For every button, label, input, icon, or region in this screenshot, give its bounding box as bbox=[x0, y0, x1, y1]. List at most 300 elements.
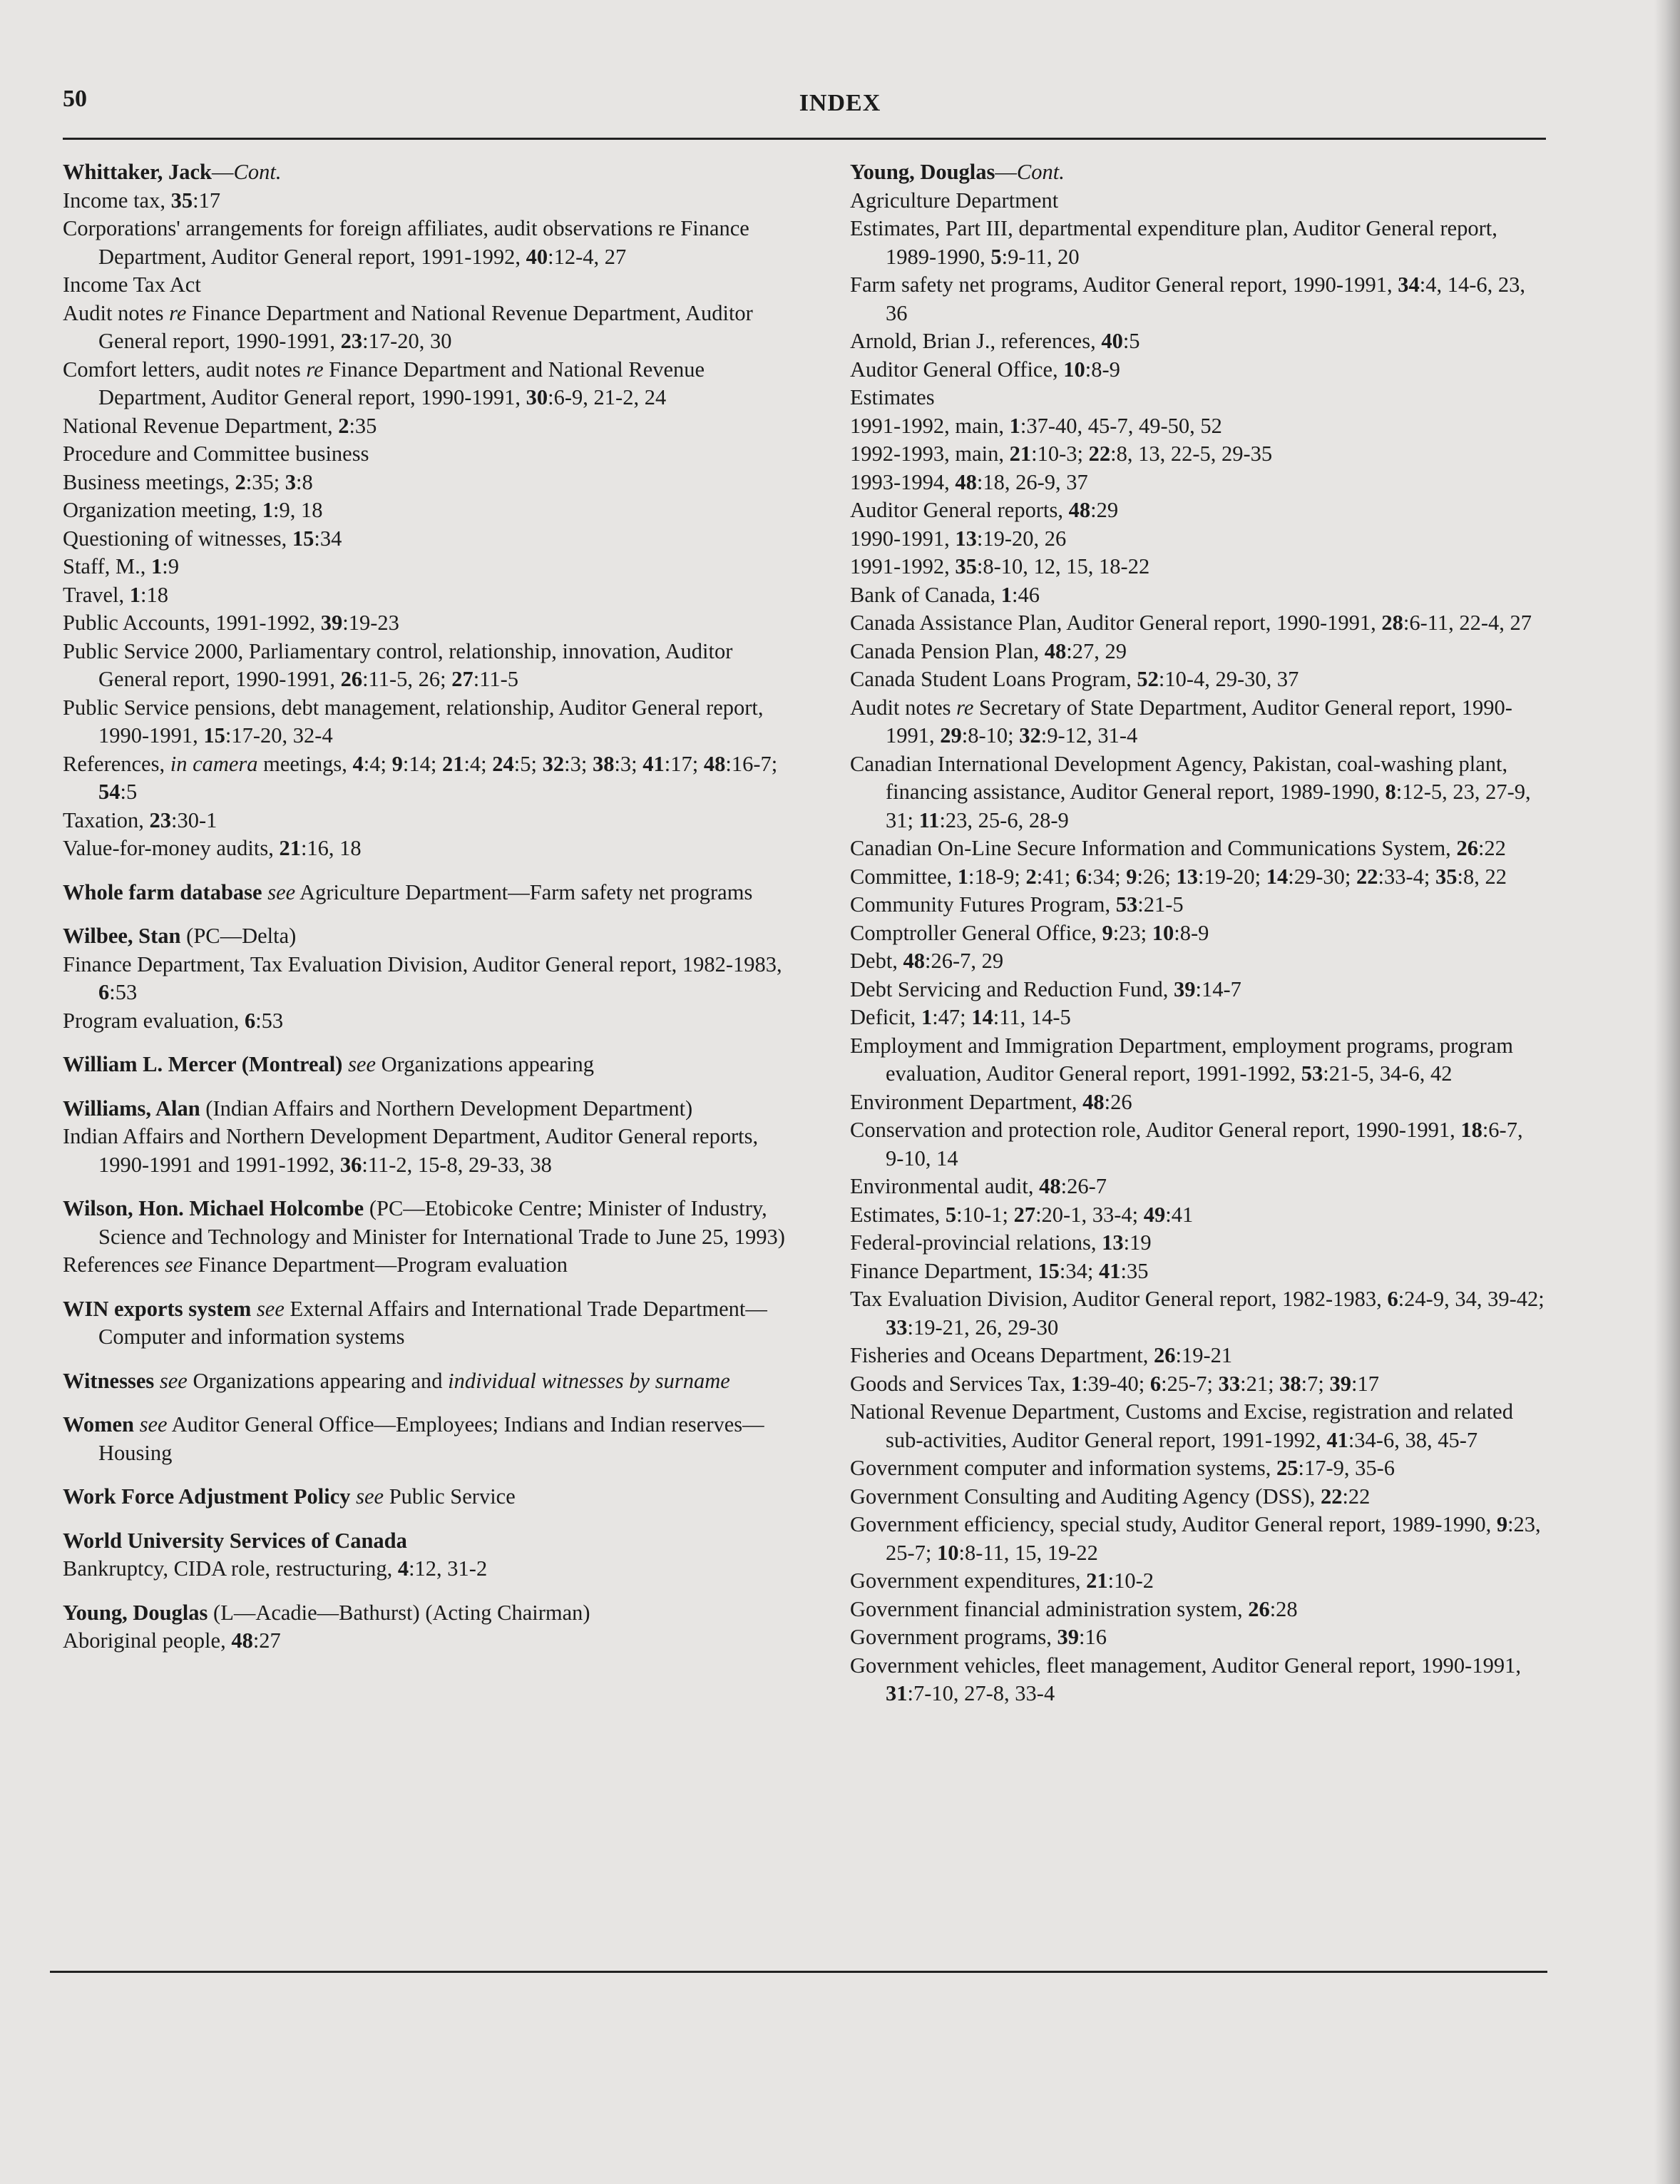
index-text: — bbox=[212, 160, 234, 184]
index-subentry bbox=[63, 215, 797, 271]
index-subentry bbox=[63, 469, 797, 497]
index-term-bold: 48 bbox=[1082, 1089, 1105, 1114]
index-subentry bbox=[850, 863, 1545, 892]
index-subentry bbox=[850, 891, 1545, 919]
index-subentry bbox=[850, 1398, 1545, 1454]
index-term-bold: 1 bbox=[1000, 582, 1012, 607]
index-subentry bbox=[63, 187, 797, 215]
index-text: Employment and Immigration Department, employment programs, program evaluation, Auditor General report, 1991-1992, bbox=[850, 1033, 1514, 1086]
index-subentry bbox=[850, 1229, 1545, 1257]
index-term-bold: 9 bbox=[1496, 1512, 1508, 1536]
index-subentry bbox=[850, 750, 1545, 835]
right-column bbox=[850, 158, 1545, 1708]
index-term-bold: 1 bbox=[957, 864, 969, 889]
index-text: Government Consulting and Auditing Agency (DSS), bbox=[850, 1484, 1321, 1509]
index-text: Debt Servicing and Reduction Fund, bbox=[850, 976, 1174, 1001]
index-text: :34-6, 38, 45-7 bbox=[1348, 1427, 1478, 1452]
index-term-bold: 13 bbox=[1176, 864, 1199, 889]
index-term-bold: 21 bbox=[279, 836, 301, 860]
index-text: :4; bbox=[463, 751, 493, 776]
index-text: :17 bbox=[1351, 1371, 1379, 1396]
index-subentry bbox=[850, 1454, 1545, 1483]
index-text: :10-1; bbox=[956, 1202, 1014, 1227]
index-term-bold: 1 bbox=[129, 582, 141, 607]
index-term-italic: re bbox=[956, 695, 974, 720]
header-rule bbox=[63, 138, 1546, 140]
index-text: :17-20, 30 bbox=[362, 329, 452, 353]
index-text: Finance Department and National Revenue Department, Auditor General report, 1990-1991, bbox=[98, 357, 705, 409]
index-text: :20-1, 33-4; bbox=[1035, 1202, 1144, 1227]
index-text: :22 bbox=[1477, 836, 1506, 860]
index-text: :23; bbox=[1112, 920, 1152, 945]
index-term-bold: 6 bbox=[1075, 864, 1087, 889]
index-heading bbox=[63, 879, 797, 907]
index-text: Value-for-money audits, bbox=[63, 836, 280, 860]
index-term-bold: 1 bbox=[1009, 413, 1020, 438]
index-term-bold: 26 bbox=[1456, 836, 1478, 860]
index-term-bold: 27 bbox=[451, 667, 473, 691]
index-subentry bbox=[850, 412, 1545, 441]
index-text: Indian Affairs and Northern Development Department, Auditor General reports, 1990-1991 and 1991-1992, bbox=[63, 1124, 759, 1177]
index-subentry bbox=[63, 807, 797, 835]
index-subentry bbox=[850, 1652, 1545, 1708]
index-text: :8, 22 bbox=[1457, 864, 1507, 889]
index-text: :27, 29 bbox=[1066, 638, 1127, 663]
index-text: :19-21 bbox=[1175, 1343, 1233, 1367]
index-text: :14; bbox=[402, 751, 442, 776]
index-text: :46 bbox=[1012, 582, 1040, 607]
index-term-bold: 38 bbox=[592, 751, 615, 776]
index-term-bold: 48 bbox=[955, 469, 977, 494]
index-term-bold: 18 bbox=[1460, 1118, 1482, 1142]
index-text: :47; bbox=[932, 1005, 972, 1029]
index-text: :6-9, 21-2, 24 bbox=[548, 385, 667, 409]
index-text: :5 bbox=[1122, 329, 1140, 353]
index-text: :25-7; bbox=[1161, 1371, 1219, 1396]
page-number: 50 bbox=[63, 86, 87, 112]
index-subentry bbox=[63, 1123, 797, 1179]
index-text: :8-9 bbox=[1174, 920, 1209, 945]
index-term-italic: see bbox=[165, 1252, 193, 1277]
index-text: :14-7 bbox=[1195, 976, 1241, 1001]
index-term-bold: 26 bbox=[1154, 1343, 1176, 1367]
index-text: :41 bbox=[1165, 1202, 1194, 1227]
index-text: :11-5, 26; bbox=[362, 667, 452, 691]
index-text: Agriculture Department bbox=[850, 188, 1059, 213]
index-subentry bbox=[850, 1201, 1545, 1230]
index-text: Estimates, Part III, departmental expenditure plan, Auditor General report, 1989-1990, bbox=[850, 216, 1497, 269]
index-text: :8 bbox=[296, 469, 313, 494]
index-subentry bbox=[63, 496, 797, 525]
index-subentry bbox=[63, 581, 797, 610]
index-term-bold: 26 bbox=[340, 667, 363, 691]
index-text: :39-40; bbox=[1082, 1371, 1150, 1396]
index-subentry bbox=[63, 638, 797, 694]
index-heading bbox=[63, 1295, 797, 1352]
index-term-bold: 30 bbox=[526, 385, 548, 409]
index-subentry bbox=[850, 1257, 1545, 1286]
index-text: External Affairs and International Trade Department—Computer and information systems bbox=[98, 1296, 767, 1349]
index-text: Government vehicles, fleet management, Auditor General report, 1990-1991, bbox=[850, 1653, 1521, 1678]
index-text: :18, 26-9, 37 bbox=[976, 469, 1088, 494]
index-text: :34; bbox=[1059, 1258, 1099, 1283]
index-text: :10-4, 29-30, 37 bbox=[1158, 667, 1299, 691]
index-term-bold: 21 bbox=[1009, 442, 1032, 466]
index-text: :17 bbox=[193, 188, 221, 213]
index-term-bold: World University Services of Canada bbox=[63, 1528, 407, 1553]
index-heading bbox=[63, 922, 797, 951]
index-heading bbox=[850, 158, 1545, 187]
index-term-bold: 32 bbox=[542, 751, 565, 776]
index-subentry bbox=[850, 638, 1545, 666]
index-term-bold: 53 bbox=[1301, 1061, 1323, 1086]
index-text: :53 bbox=[255, 1008, 284, 1033]
index-text: :33-4; bbox=[1378, 864, 1435, 889]
index-subentry bbox=[63, 1251, 797, 1280]
index-term-bold: 15 bbox=[1038, 1258, 1060, 1283]
index-text bbox=[351, 1484, 357, 1509]
index-text: :9-11, 20 bbox=[1001, 244, 1080, 269]
index-text: :35; bbox=[245, 469, 285, 494]
index-term-bold: Young, Douglas bbox=[850, 160, 995, 184]
index-term-italic: see bbox=[348, 1052, 377, 1076]
index-subentry bbox=[63, 750, 797, 807]
index-text: :23, 25-7; bbox=[886, 1512, 1541, 1565]
index-text: :4; bbox=[363, 751, 392, 776]
index-text: Comfort letters, audit notes bbox=[63, 357, 307, 382]
index-subentry bbox=[850, 976, 1545, 1004]
index-subentry bbox=[63, 609, 797, 638]
index-subentry bbox=[63, 553, 797, 581]
index-subentry bbox=[850, 1173, 1545, 1201]
index-text: Farm safety net programs, Auditor General report, 1990-1991, bbox=[850, 272, 1398, 297]
index-term-bold: 22 bbox=[1356, 864, 1378, 889]
index-text: :11-2, 15-8, 29-33, 38 bbox=[362, 1152, 552, 1177]
index-term-bold: 1 bbox=[150, 554, 163, 578]
index-term-bold: 10 bbox=[1063, 357, 1085, 382]
index-term-bold: 6 bbox=[1387, 1287, 1398, 1311]
index-text: Canadian International Development Agency, Pakistan, coal-washing plant, financing assistance, Auditor General report, 1989-1990, bbox=[850, 751, 1508, 804]
index-text: Program evaluation, bbox=[63, 1008, 245, 1033]
index-term-italic: re bbox=[169, 300, 187, 325]
index-text: Committee, bbox=[850, 864, 958, 889]
index-subentry bbox=[850, 947, 1545, 976]
index-heading bbox=[63, 1051, 797, 1079]
index-term-bold: Wilson, Hon. Michael Holcombe bbox=[63, 1196, 364, 1220]
index-text: 1990-1991, bbox=[850, 526, 956, 551]
index-term-bold: 21 bbox=[1086, 1568, 1108, 1593]
index-term-bold: 36 bbox=[339, 1152, 362, 1177]
index-term-bold: 40 bbox=[1101, 329, 1123, 353]
index-term-bold: 25 bbox=[1276, 1456, 1299, 1480]
index-subentry bbox=[850, 1088, 1545, 1117]
index-text: Comptroller General Office, bbox=[850, 920, 1102, 945]
index-term-italic: individual witnesses by surname bbox=[448, 1368, 730, 1393]
index-text: :18 bbox=[140, 582, 168, 607]
index-text: :17; bbox=[664, 751, 704, 776]
index-term-bold: 34 bbox=[1398, 272, 1420, 297]
index-subentry bbox=[850, 1483, 1545, 1511]
index-subentry bbox=[850, 835, 1545, 863]
index-text: :7-10, 27-8, 33-4 bbox=[907, 1681, 1055, 1705]
index-text: :12-4, 27 bbox=[548, 244, 627, 269]
index-text: :26-7 bbox=[1060, 1174, 1107, 1198]
index-term-bold: Whittaker, Jack bbox=[63, 160, 212, 184]
index-term-bold: Williams, Alan bbox=[63, 1096, 200, 1121]
index-term-bold: 31 bbox=[886, 1681, 908, 1705]
index-text: :8-9 bbox=[1085, 357, 1120, 382]
index-term-bold: 15 bbox=[203, 723, 225, 747]
index-term-bold: 2 bbox=[235, 469, 246, 494]
index-heading bbox=[63, 1483, 797, 1511]
index-term-bold: 48 bbox=[903, 949, 926, 973]
index-text: :28 bbox=[1269, 1596, 1298, 1621]
index-term-bold: 32 bbox=[1019, 723, 1041, 747]
index-text: Canada Assistance Plan, Auditor General report, 1990-1991, bbox=[850, 611, 1382, 635]
index-subentry bbox=[850, 1567, 1545, 1596]
index-term-bold: 9 bbox=[1102, 920, 1113, 945]
index-subentry bbox=[63, 951, 797, 1007]
index-text: Bank of Canada, bbox=[850, 582, 1001, 607]
index-text: Audit notes bbox=[63, 300, 170, 325]
index-term-bold: 27 bbox=[1013, 1202, 1036, 1227]
index-heading bbox=[63, 1527, 797, 1556]
index-term-bold: 22 bbox=[1320, 1484, 1343, 1509]
index-text: :6-7, 9-10, 14 bbox=[886, 1118, 1523, 1170]
index-text: Debt, bbox=[850, 949, 903, 973]
index-text: Auditor General Office—Employees; Indians and Indian reserves—Housing bbox=[98, 1412, 764, 1465]
index-text: Organization meeting, bbox=[63, 498, 262, 522]
index-term-bold: 22 bbox=[1088, 442, 1111, 466]
index-text: :12, 31-2 bbox=[409, 1556, 488, 1581]
index-text: :8-10; bbox=[961, 723, 1020, 747]
index-text: Organizations appearing bbox=[376, 1052, 595, 1076]
index-text: :22 bbox=[1342, 1484, 1371, 1509]
index-text: :4, 14-6, 23, 36 bbox=[886, 272, 1525, 325]
index-subentry bbox=[63, 694, 797, 750]
index-text: Bankruptcy, CIDA role, restructuring, bbox=[63, 1556, 398, 1581]
index-subentry bbox=[850, 694, 1545, 750]
footer-rule bbox=[50, 1971, 1547, 1973]
index-subentry bbox=[850, 469, 1545, 497]
index-text: (PC—Etobicoke Centre; Minister of Industry, Science and Technology and Minister for International Trade to June 25, 1993) bbox=[98, 1196, 785, 1249]
index-text: :37-40, 45-7, 49-50, 52 bbox=[1020, 413, 1222, 438]
index-term-bold: Whole farm database bbox=[63, 879, 262, 904]
index-text: :3; bbox=[614, 751, 643, 776]
index-subentry bbox=[850, 1342, 1545, 1370]
index-text: :26; bbox=[1137, 864, 1177, 889]
index-subentry bbox=[850, 327, 1545, 356]
index-term-bold: Young, Douglas bbox=[63, 1600, 208, 1625]
index-text: Goods and Services Tax, bbox=[850, 1371, 1071, 1396]
index-term-bold: 39 bbox=[1057, 1625, 1080, 1649]
index-text: :19-20; bbox=[1198, 864, 1266, 889]
index-term-italic: see bbox=[139, 1412, 168, 1437]
index-subentry bbox=[63, 412, 797, 441]
index-text: Arnold, Brian J., references, bbox=[850, 329, 1102, 353]
index-text: :5; bbox=[513, 751, 543, 776]
index-text: :17-9, 35-6 bbox=[1298, 1456, 1395, 1480]
index-text: :53 bbox=[109, 980, 138, 1004]
index-term-bold: 48 bbox=[1044, 638, 1067, 663]
index-term-bold: 15 bbox=[292, 526, 314, 551]
index-subentry bbox=[850, 215, 1545, 271]
index-term-italic: re bbox=[306, 357, 324, 382]
index-heading bbox=[63, 1411, 797, 1467]
index-text: Fisheries and Oceans Department, bbox=[850, 1343, 1154, 1367]
index-term-bold: 23 bbox=[149, 807, 172, 832]
index-text: Agriculture Department—Farm safety net programs bbox=[295, 879, 753, 904]
index-text: — bbox=[995, 160, 1017, 184]
index-term-bold: 35 bbox=[170, 188, 193, 213]
index-subentry bbox=[850, 187, 1545, 215]
index-text: :8-11, 15, 19-22 bbox=[958, 1540, 1098, 1565]
index-text: Business meetings, bbox=[63, 469, 235, 494]
index-term-italic: see bbox=[159, 1368, 188, 1393]
index-subentry bbox=[850, 356, 1545, 384]
index-term-bold: 33 bbox=[1218, 1371, 1241, 1396]
index-text: (Indian Affairs and Northern Development Department) bbox=[200, 1096, 693, 1121]
index-text: Canadian On-Line Secure Information and Communications System, bbox=[850, 836, 1457, 860]
index-term-bold: 1 bbox=[1070, 1371, 1082, 1396]
index-heading bbox=[63, 1095, 797, 1123]
index-term-bold: 11 bbox=[918, 807, 940, 832]
index-subentry bbox=[850, 665, 1545, 694]
index-subentry bbox=[850, 1596, 1545, 1624]
index-text: 1992-1993, main, bbox=[850, 442, 1010, 466]
page-edge-shadow bbox=[1654, 0, 1680, 2184]
index-term-bold: 48 bbox=[703, 751, 726, 776]
index-term-bold: 40 bbox=[526, 244, 548, 269]
index-term-bold: 9 bbox=[1126, 864, 1137, 889]
index-text: Public Accounts, 1991-1992, bbox=[63, 611, 321, 635]
index-text: :27 bbox=[252, 1628, 281, 1653]
index-text: References, bbox=[63, 751, 170, 776]
index-term-bold: 41 bbox=[1326, 1427, 1348, 1452]
index-text: :19 bbox=[1123, 1230, 1152, 1255]
index-subentry bbox=[63, 1627, 797, 1655]
index-text: :16-7; bbox=[725, 751, 778, 776]
index-text bbox=[134, 1412, 140, 1437]
index-heading bbox=[63, 1599, 797, 1628]
index-text bbox=[342, 1052, 348, 1076]
index-text: Travel, bbox=[63, 582, 130, 607]
index-text: :26 bbox=[1104, 1089, 1132, 1114]
index-text: Government financial administration system, bbox=[850, 1596, 1249, 1621]
index-text: 1993-1994, bbox=[850, 469, 956, 494]
index-term-bold: 49 bbox=[1143, 1202, 1166, 1227]
index-text: Deficit, bbox=[850, 1005, 921, 1029]
index-text: :41; bbox=[1036, 864, 1076, 889]
index-text: :10-3; bbox=[1031, 442, 1089, 466]
index-term-bold: 23 bbox=[340, 329, 363, 353]
index-text: Public Service pensions, debt management, relationship, Auditor General report, 1990-1991, bbox=[63, 695, 764, 747]
index-text: Public Service bbox=[384, 1484, 516, 1509]
index-subentry bbox=[850, 919, 1545, 948]
index-subentry bbox=[850, 1623, 1545, 1652]
index-text: Income Tax Act bbox=[63, 272, 201, 297]
index-term-bold: 21 bbox=[441, 751, 464, 776]
index-term-bold: 2 bbox=[338, 413, 349, 438]
index-text: Organizations appearing and bbox=[187, 1368, 449, 1393]
index-text: :34; bbox=[1087, 864, 1127, 889]
index-text: :19-23 bbox=[342, 611, 399, 635]
index-term-italic: Cont. bbox=[233, 160, 282, 184]
index-term-bold: 3 bbox=[285, 469, 297, 494]
index-text bbox=[154, 1369, 160, 1393]
index-text: :9-12, 31-4 bbox=[1040, 723, 1138, 747]
index-text: Conservation and protection role, Auditor General report, 1990-1991, bbox=[850, 1118, 1461, 1142]
index-text: :16 bbox=[1079, 1625, 1107, 1649]
index-text: :23, 25-6, 28-9 bbox=[939, 807, 1069, 832]
index-term-bold: 5 bbox=[990, 244, 1002, 269]
index-text: :3; bbox=[564, 751, 593, 776]
index-text: References bbox=[63, 1252, 165, 1277]
index-heading bbox=[63, 1195, 797, 1251]
index-text: Procedure and Committee business bbox=[63, 442, 369, 466]
index-text: :21-5 bbox=[1137, 892, 1184, 917]
index-term-bold: 10 bbox=[937, 1540, 959, 1565]
index-text: Public Service 2000, Parliamentary control, relationship, innovation, Auditor General report, 1990-1991, bbox=[63, 638, 733, 691]
index-term-bold: 54 bbox=[98, 780, 121, 804]
index-term-bold: 28 bbox=[1381, 611, 1403, 635]
index-text: Environmental audit, bbox=[850, 1174, 1040, 1198]
index-subentry bbox=[63, 835, 797, 863]
index-term-bold: 29 bbox=[940, 723, 962, 747]
index-subentry bbox=[63, 1007, 797, 1036]
index-term-bold: 24 bbox=[492, 751, 514, 776]
index-term-bold: 33 bbox=[886, 1315, 908, 1340]
index-term-bold: William L. Mercer (Montreal) bbox=[63, 1052, 343, 1076]
index-subentry bbox=[850, 496, 1545, 525]
index-text: 1991-1992, bbox=[850, 554, 956, 578]
index-term-bold: 26 bbox=[1248, 1596, 1270, 1621]
index-text: :19-20, 26 bbox=[976, 526, 1067, 551]
index-subentry bbox=[850, 553, 1545, 581]
index-text: Community Futures Program, bbox=[850, 892, 1116, 917]
index-subentry bbox=[63, 300, 797, 356]
index-subentry bbox=[63, 271, 797, 300]
index-text: Auditor General Office, bbox=[850, 357, 1064, 382]
index-text: Government efficiency, special study, Auditor General report, 1989-1990, bbox=[850, 1512, 1497, 1536]
left-column bbox=[63, 158, 797, 1655]
index-subentry bbox=[850, 609, 1545, 638]
index-term-bold: Witnesses bbox=[63, 1368, 155, 1393]
index-subentry bbox=[850, 384, 1545, 412]
index-text: :12-5, 23, 27-9, 31; bbox=[886, 780, 1531, 832]
index-text: :29-30; bbox=[1288, 864, 1356, 889]
index-term-bold: 38 bbox=[1279, 1371, 1301, 1396]
index-term-bold: 53 bbox=[1115, 892, 1138, 917]
index-text: :10-2 bbox=[1107, 1568, 1154, 1593]
index-text: :30-1 bbox=[171, 807, 217, 832]
index-text: :11, 14-5 bbox=[993, 1005, 1071, 1029]
index-term-bold: 4 bbox=[397, 1556, 409, 1581]
index-text: :26-7, 29 bbox=[925, 949, 1004, 973]
index-term-bold: 2 bbox=[1025, 864, 1037, 889]
index-subentry bbox=[850, 1032, 1545, 1088]
index-text: Auditor General reports, bbox=[850, 498, 1069, 522]
index-text: :18-9; bbox=[968, 864, 1026, 889]
index-heading bbox=[63, 158, 797, 187]
index-text: Canada Student Loans Program, bbox=[850, 667, 1137, 691]
index-term-bold: 6 bbox=[98, 980, 110, 1004]
index-text: :9, 18 bbox=[273, 498, 323, 522]
index-text: Finance Department and National Revenue Department, Auditor General report, 1990-1991, bbox=[98, 300, 753, 353]
index-text bbox=[251, 1297, 257, 1321]
index-text: :9 bbox=[162, 554, 179, 578]
index-term-bold: 13 bbox=[1102, 1230, 1124, 1255]
